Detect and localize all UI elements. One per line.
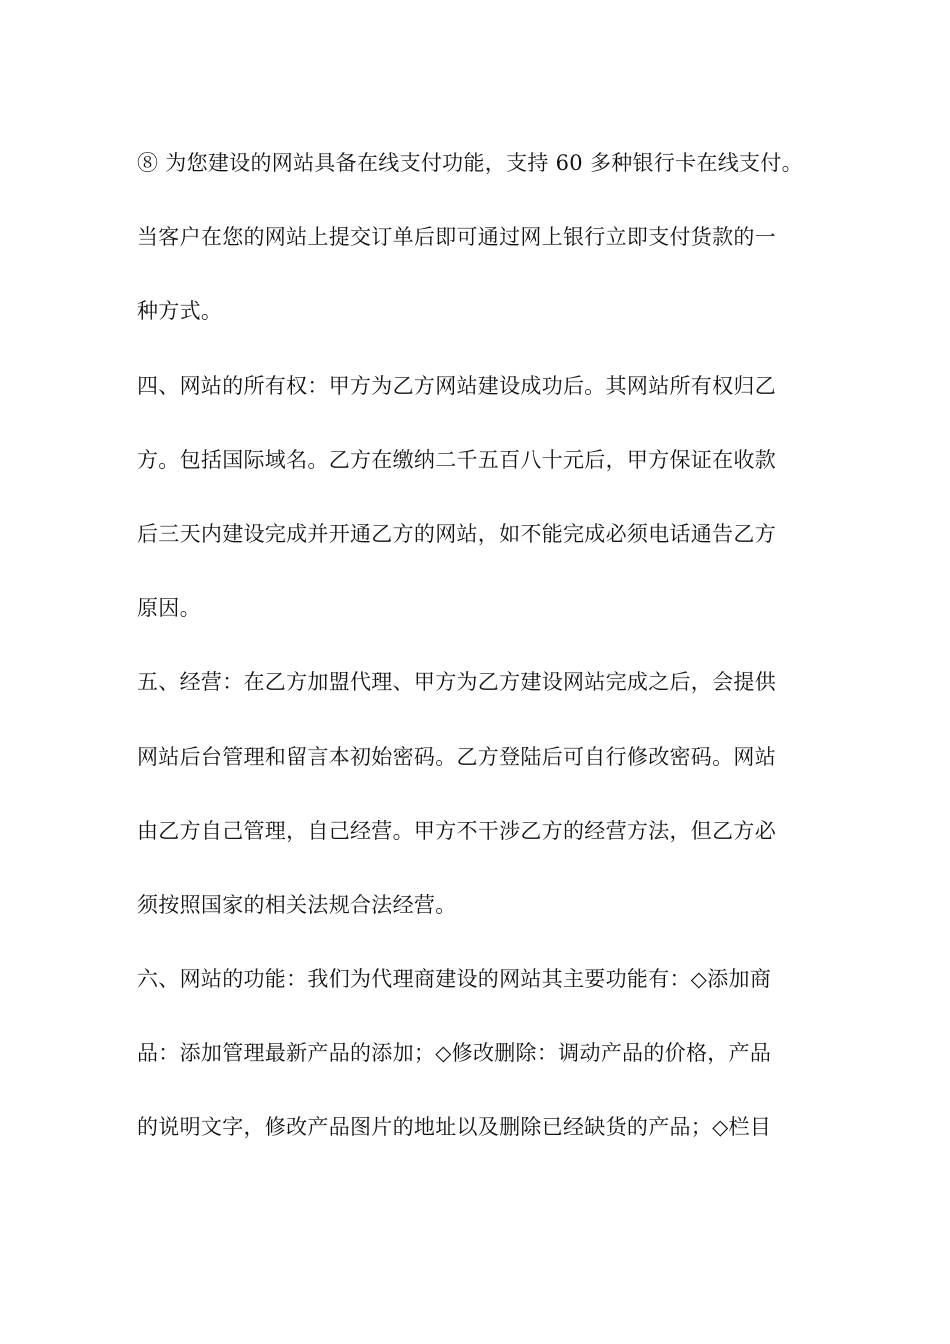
text-line: 后三天内建设完成并开通乙方的网站，如不能完成必须电话通告乙方 xyxy=(137,521,776,546)
section-six-heading-line: 六、网站的功能：我们为代理商建设的网站其主要功能有：◇添加商 xyxy=(137,967,772,992)
document-body xyxy=(137,143,827,1182)
text-line: 种方式。 xyxy=(137,299,223,324)
text-line: 当客户在您的网站上提交订单后即可通过网上银行立即支付货款的一 xyxy=(137,225,776,250)
text-line-payment-feature: ⑧ 为您建设的网站具备在线支付功能，支持 60 多种银行卡在线支付。 xyxy=(137,151,803,175)
text-line: 原因。 xyxy=(137,596,201,621)
text-line: 的说明文字，修改产品图片的地址以及删除已经缺货的产品；◇栏目 xyxy=(137,1115,772,1140)
section-five-heading-line: 五、经营：在乙方加盟代理、甲方为乙方建设网站完成之后，会提供 xyxy=(137,670,776,695)
section-four-heading-line: 四、网站的所有权：甲方为乙方网站建设成功后。其网站所有权归乙 xyxy=(137,373,776,398)
text-line: 网站后台管理和留言本初始密码。乙方登陆后可自行修改密码。网站 xyxy=(137,744,776,769)
text-line: 须按照国家的相关法规合法经营。 xyxy=(137,892,457,917)
text-line: 品：添加管理最新产品的添加；◇修改删除：调动产品的价格，产品 xyxy=(137,1041,772,1066)
text-line: 方。包括国际域名。乙方在缴纳二千五百八十元后，甲方保证在收款 xyxy=(137,447,776,472)
text-line: 由乙方自己管理，自己经营。甲方不干涉乙方的经营方法，但乙方必 xyxy=(137,818,776,843)
